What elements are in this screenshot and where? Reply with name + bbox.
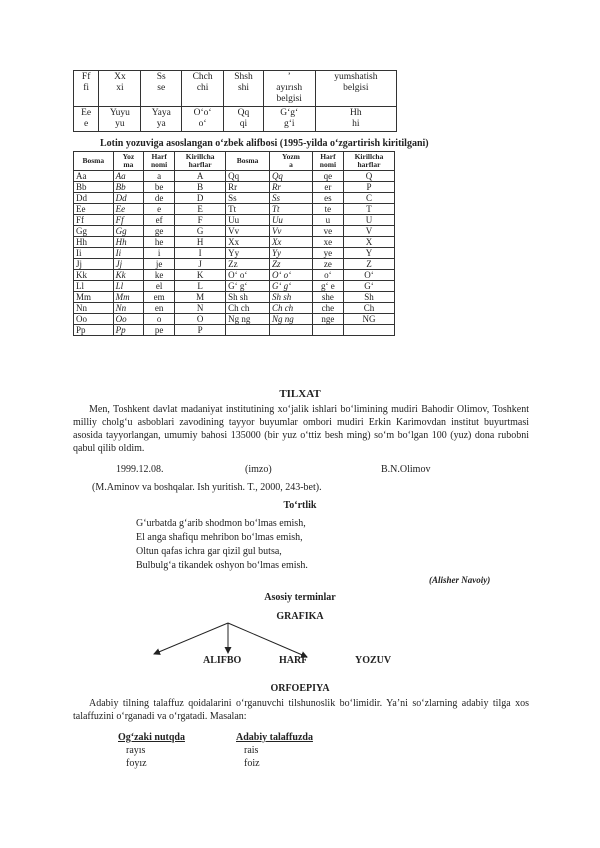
table-cell: Ee [113,204,144,215]
table-cell: Q [343,171,394,182]
alifbo-node: ALIFBO [203,655,242,666]
table-cell: D [175,193,226,204]
cell-line: G‘g‘ [280,108,299,118]
table-cell: Sh sh [269,292,312,303]
table-cell: F [175,215,226,226]
table-cell: she [312,292,343,303]
table-row [74,237,395,248]
oral-speech-header: Og‘zaki nutqda [118,732,185,743]
table-cell: e [144,204,175,215]
table-cell: Tt [269,204,312,215]
table-cell: em [144,292,175,303]
table-cell: o [144,314,175,325]
table-cell: Gg [113,226,144,237]
literary-example: rais [244,745,259,756]
table-cell: Qq [269,171,312,182]
table-cell: Yy [226,248,270,259]
column-header [312,152,343,171]
table-cell: V [343,226,394,237]
poem-title: To‘rtlik [283,500,317,511]
table-cell: Oo [74,314,114,325]
table-cell: Ng ng [269,314,312,325]
table-cell [182,107,224,132]
table-cell: qe [312,171,343,182]
column-header [343,152,394,171]
table-row [74,292,395,303]
column-header [113,152,144,171]
column-header [144,152,175,171]
table-cell: Ee [74,204,114,215]
table-cell [99,107,141,132]
table-cell: de [144,193,175,204]
arrow-to-harf [228,623,307,657]
letters-table-continued [73,70,397,132]
table-cell: Rr [269,182,312,193]
cell-line: e [84,119,89,129]
table-cell: Nn [74,303,114,314]
table-cell: Y [343,248,394,259]
cell-line: hi [352,119,360,129]
table-cell: Uu [269,215,312,226]
table-cell: H [175,237,226,248]
table-cell: C [343,193,394,204]
cell-line: g‘i [283,119,295,129]
table-cell: es [312,193,343,204]
cell-line: ayırısh [276,83,303,93]
poem-line: El anga shafiqu mehribon bo‘lmas emish, [136,532,303,543]
table-cell [99,71,141,107]
table-cell: Qq [226,171,270,182]
table-cell: Hh [74,237,114,248]
table-cell: ve [312,226,343,237]
table-cell: Vv [226,226,270,237]
table-cell: ye [312,248,343,259]
table-cell: Sh [343,292,394,303]
table-cell [226,325,270,336]
table-cell: Ii [74,248,114,259]
cell-line: Qq [237,108,250,118]
cell-line: belgisi [276,94,302,104]
alphabet-table-caption: Lotin yozuviga asoslangan o‘zbek alifbosi (1995-yilda o‘zgartirish kiritilgani) [100,138,429,149]
table-row [74,204,395,215]
literary-example: foiz [244,758,260,769]
cell-line: ya [156,119,166,129]
table-row [74,259,395,270]
header-line: Bosma [82,156,105,165]
table-cell: Ff [74,215,114,226]
table-cell: ge [144,226,175,237]
table-cell: J [175,259,226,270]
table-cell: be [144,182,175,193]
table-cell: Xx [269,237,312,248]
table-cell: G‘ [343,281,394,292]
table-cell [269,325,312,336]
poem-author: (Alisher Navoiy) [429,575,491,585]
table-cell: Ii [113,248,144,259]
cell-line: Ff [81,72,91,82]
header-line: a [289,160,293,169]
cell-line: fi [83,83,90,93]
header-line: Yozm [281,152,300,161]
table-cell: Aa [113,171,144,182]
table-cell: Vv [269,226,312,237]
table-cell: a [144,171,175,182]
header-line: Yoz [122,152,135,161]
table-row [74,71,397,107]
grafika-node: GRAFIKA [276,611,324,622]
cell-line: chi [196,83,209,93]
cell-line: O‘o‘ [193,108,212,118]
table-cell: te [312,204,343,215]
table-cell: u [312,215,343,226]
table-cell: B [175,182,226,193]
arrow-to-alifbo [154,623,228,654]
table-row [74,281,395,292]
table-cell: U [343,215,394,226]
table-cell [263,107,315,132]
table-cell: Hh [113,237,144,248]
table-cell: O‘ o‘ [269,270,312,281]
table-cell: P [175,325,226,336]
table-cell: M [175,292,226,303]
table-cell: i [144,248,175,259]
table-cell: Bb [74,182,114,193]
table-cell: ze [312,259,343,270]
table-cell: Aa [74,171,114,182]
column-header [269,152,312,171]
cell-line: Xx [114,72,126,82]
table-cell: I [175,248,226,259]
table-cell: Zz [269,259,312,270]
terms-title: Asosiy terminlar [264,592,336,603]
table-cell: E [175,204,226,215]
table-cell: he [144,237,175,248]
table-cell: O [175,314,226,325]
tilxat-date: 1999.12.08. [116,464,164,475]
orfoepiya-body: Adabiy tilning talaffuz qoidalarini o‘rganuvchi tilshunoslik bo‘limidir. Ya’ni so‘zlarning adabiy tilga xos talaffuzini o‘rganadi va o‘rgatadi. Masalan: [73,698,529,722]
table-cell: nge [312,314,343,325]
cell-line: yu [115,119,125,129]
cell-line: Ss [156,72,166,82]
table-cell: Gg [74,226,114,237]
table-cell: Rr [226,182,270,193]
table-row [74,248,395,259]
poem-line: Bulbulg‘a tikandek oshyon bo‘lmas emish. [136,560,308,571]
oral-example: foyız [126,758,147,769]
table-cell: Mm [74,292,114,303]
column-header [175,152,226,171]
table-cell: ef [144,215,175,226]
tilxat-reference: (M.Aminov va boshqalar. Ish yuritish. T., 2000, 243-bet). [92,482,322,493]
table-cell: Ch [343,303,394,314]
table-row [74,171,395,182]
table-cell: en [144,303,175,314]
table-cell: Tt [226,204,270,215]
header-line: nomi [151,160,168,169]
header-line: Kirillcha [185,152,215,161]
table-cell: Jj [113,259,144,270]
table-cell [141,107,182,132]
table-cell: Ss [226,193,270,204]
table-cell [182,71,224,107]
header-line: harflar [188,160,212,169]
yozuv-node: YOZUV [355,655,392,666]
cell-line: se [157,83,166,93]
table-cell: xe [312,237,343,248]
table-cell: Jj [74,259,114,270]
table-cell: G‘ g‘ [226,281,270,292]
table-cell: A [175,171,226,182]
table-cell: Nn [113,303,144,314]
table-cell: Ch ch [226,303,270,314]
poem-line: Oltun qafas ichra gar qizil gul butsa, [136,546,282,557]
table-cell: Ss [269,193,312,204]
harf-node: HARF [279,655,308,666]
tilxat-imzo: (imzo) [245,464,272,475]
cell-line: shi [237,83,250,93]
table-cell: o‘ [312,270,343,281]
poem-body [136,517,308,573]
table-cell [263,71,315,107]
poem-line: G‘urbatda g‘arib shodmon bo‘lmas emish, [136,518,306,529]
table-cell: che [312,303,343,314]
cell-line: qi [239,119,248,129]
header-line: Bosma [236,156,259,165]
table-row [74,270,395,281]
cell-line: belgisi [343,83,369,93]
tilxat-body: Men, Toshkent davlat madaniyat institutining xo‘jalik ishlari bo‘limining mudiri Bahodir Olimov, Toshkent milliy cholg‘u asboblari zavodining tayyor buyumlar ombori mudiri Erkin Karimovdan institut buyurtmasi asosida tayyorlangan, umumiy bahosi 135000 (bir yuz o‘ttiz besh ming) so‘m bo‘lgan 100 (yuz) dona rubobni qabul qilib oldim. [73,404,529,454]
table-cell [74,71,99,107]
table-cell: Yy [269,248,312,259]
table-cell [141,71,182,107]
table-cell: Dd [113,193,144,204]
table-cell: Ng ng [226,314,270,325]
table-cell: NG [343,314,394,325]
table-cell: L [175,281,226,292]
table-cell [224,71,264,107]
table-cell: Kk [74,270,114,281]
cell-line: Shsh [234,72,253,82]
column-header [74,152,114,171]
header-line: Harf [151,152,167,161]
table-row [74,107,397,132]
table-cell [74,107,99,132]
table-cell [315,107,396,132]
table-cell: Dd [74,193,114,204]
cell-line: yumshatish [334,72,378,82]
table-cell: Mm [113,292,144,303]
header-line: Kirillcha [354,152,384,161]
header-line: harflar [357,160,381,169]
cell-line: Hh [350,108,362,118]
table-cell [315,71,396,107]
cell-line: xi [116,83,124,93]
table-cell: Oo [113,314,144,325]
cell-line: Yaya [151,108,171,118]
table-cell: ke [144,270,175,281]
table-cell: Uu [226,215,270,226]
cell-line: o‘ [198,119,207,129]
table-cell: Pp [74,325,114,336]
column-header [226,152,270,171]
tilxat-name: B.N.Olimov [381,464,431,475]
header-line: ma [123,160,134,169]
table-row [74,303,395,314]
cell-line: Chch [192,72,213,82]
table-cell: Bb [113,182,144,193]
table-cell: P [343,182,394,193]
table-row [74,226,395,237]
table-cell: T [343,204,394,215]
cell-line: Yuyu [109,108,130,118]
header-line: nomi [319,160,337,169]
table-row [74,314,395,325]
table-cell: Ff [113,215,144,226]
table-row [74,325,395,336]
orfoepiya-title: ORFOEPIYA [270,683,330,694]
table-cell: Ll [113,281,144,292]
table-cell: el [144,281,175,292]
table-cell: er [312,182,343,193]
table-cell: X [343,237,394,248]
table-cell: pe [144,325,175,336]
table-cell: Sh sh [226,292,270,303]
table-cell: K [175,270,226,281]
table-cell: Ch ch [269,303,312,314]
oral-example: rayıs [126,745,146,756]
cell-line: ʼ [287,72,291,82]
table-cell: Pp [113,325,144,336]
table-row [74,182,395,193]
table-cell: Z [343,259,394,270]
table-cell: G‘ g‘ [269,281,312,292]
cell-line: Ee [81,108,92,118]
literary-pronunciation-header: Adabiy talaffuzda [236,732,313,743]
table-cell: g‘ e [312,281,343,292]
table-row [74,193,395,204]
table-cell: O‘ [343,270,394,281]
table-cell: Ll [74,281,114,292]
table-cell: Zz [226,259,270,270]
table-cell [224,107,264,132]
tilxat-title: TILXAT [279,388,321,400]
table-cell: Kk [113,270,144,281]
table-cell [312,325,343,336]
alphabet-table [73,151,395,336]
table-row [74,215,395,226]
header-line: Harf [320,152,336,161]
table-cell: G [175,226,226,237]
table-cell: N [175,303,226,314]
table-cell: O‘ o‘ [226,270,270,281]
table-cell [343,325,394,336]
table-cell: je [144,259,175,270]
table-cell: Xx [226,237,270,248]
